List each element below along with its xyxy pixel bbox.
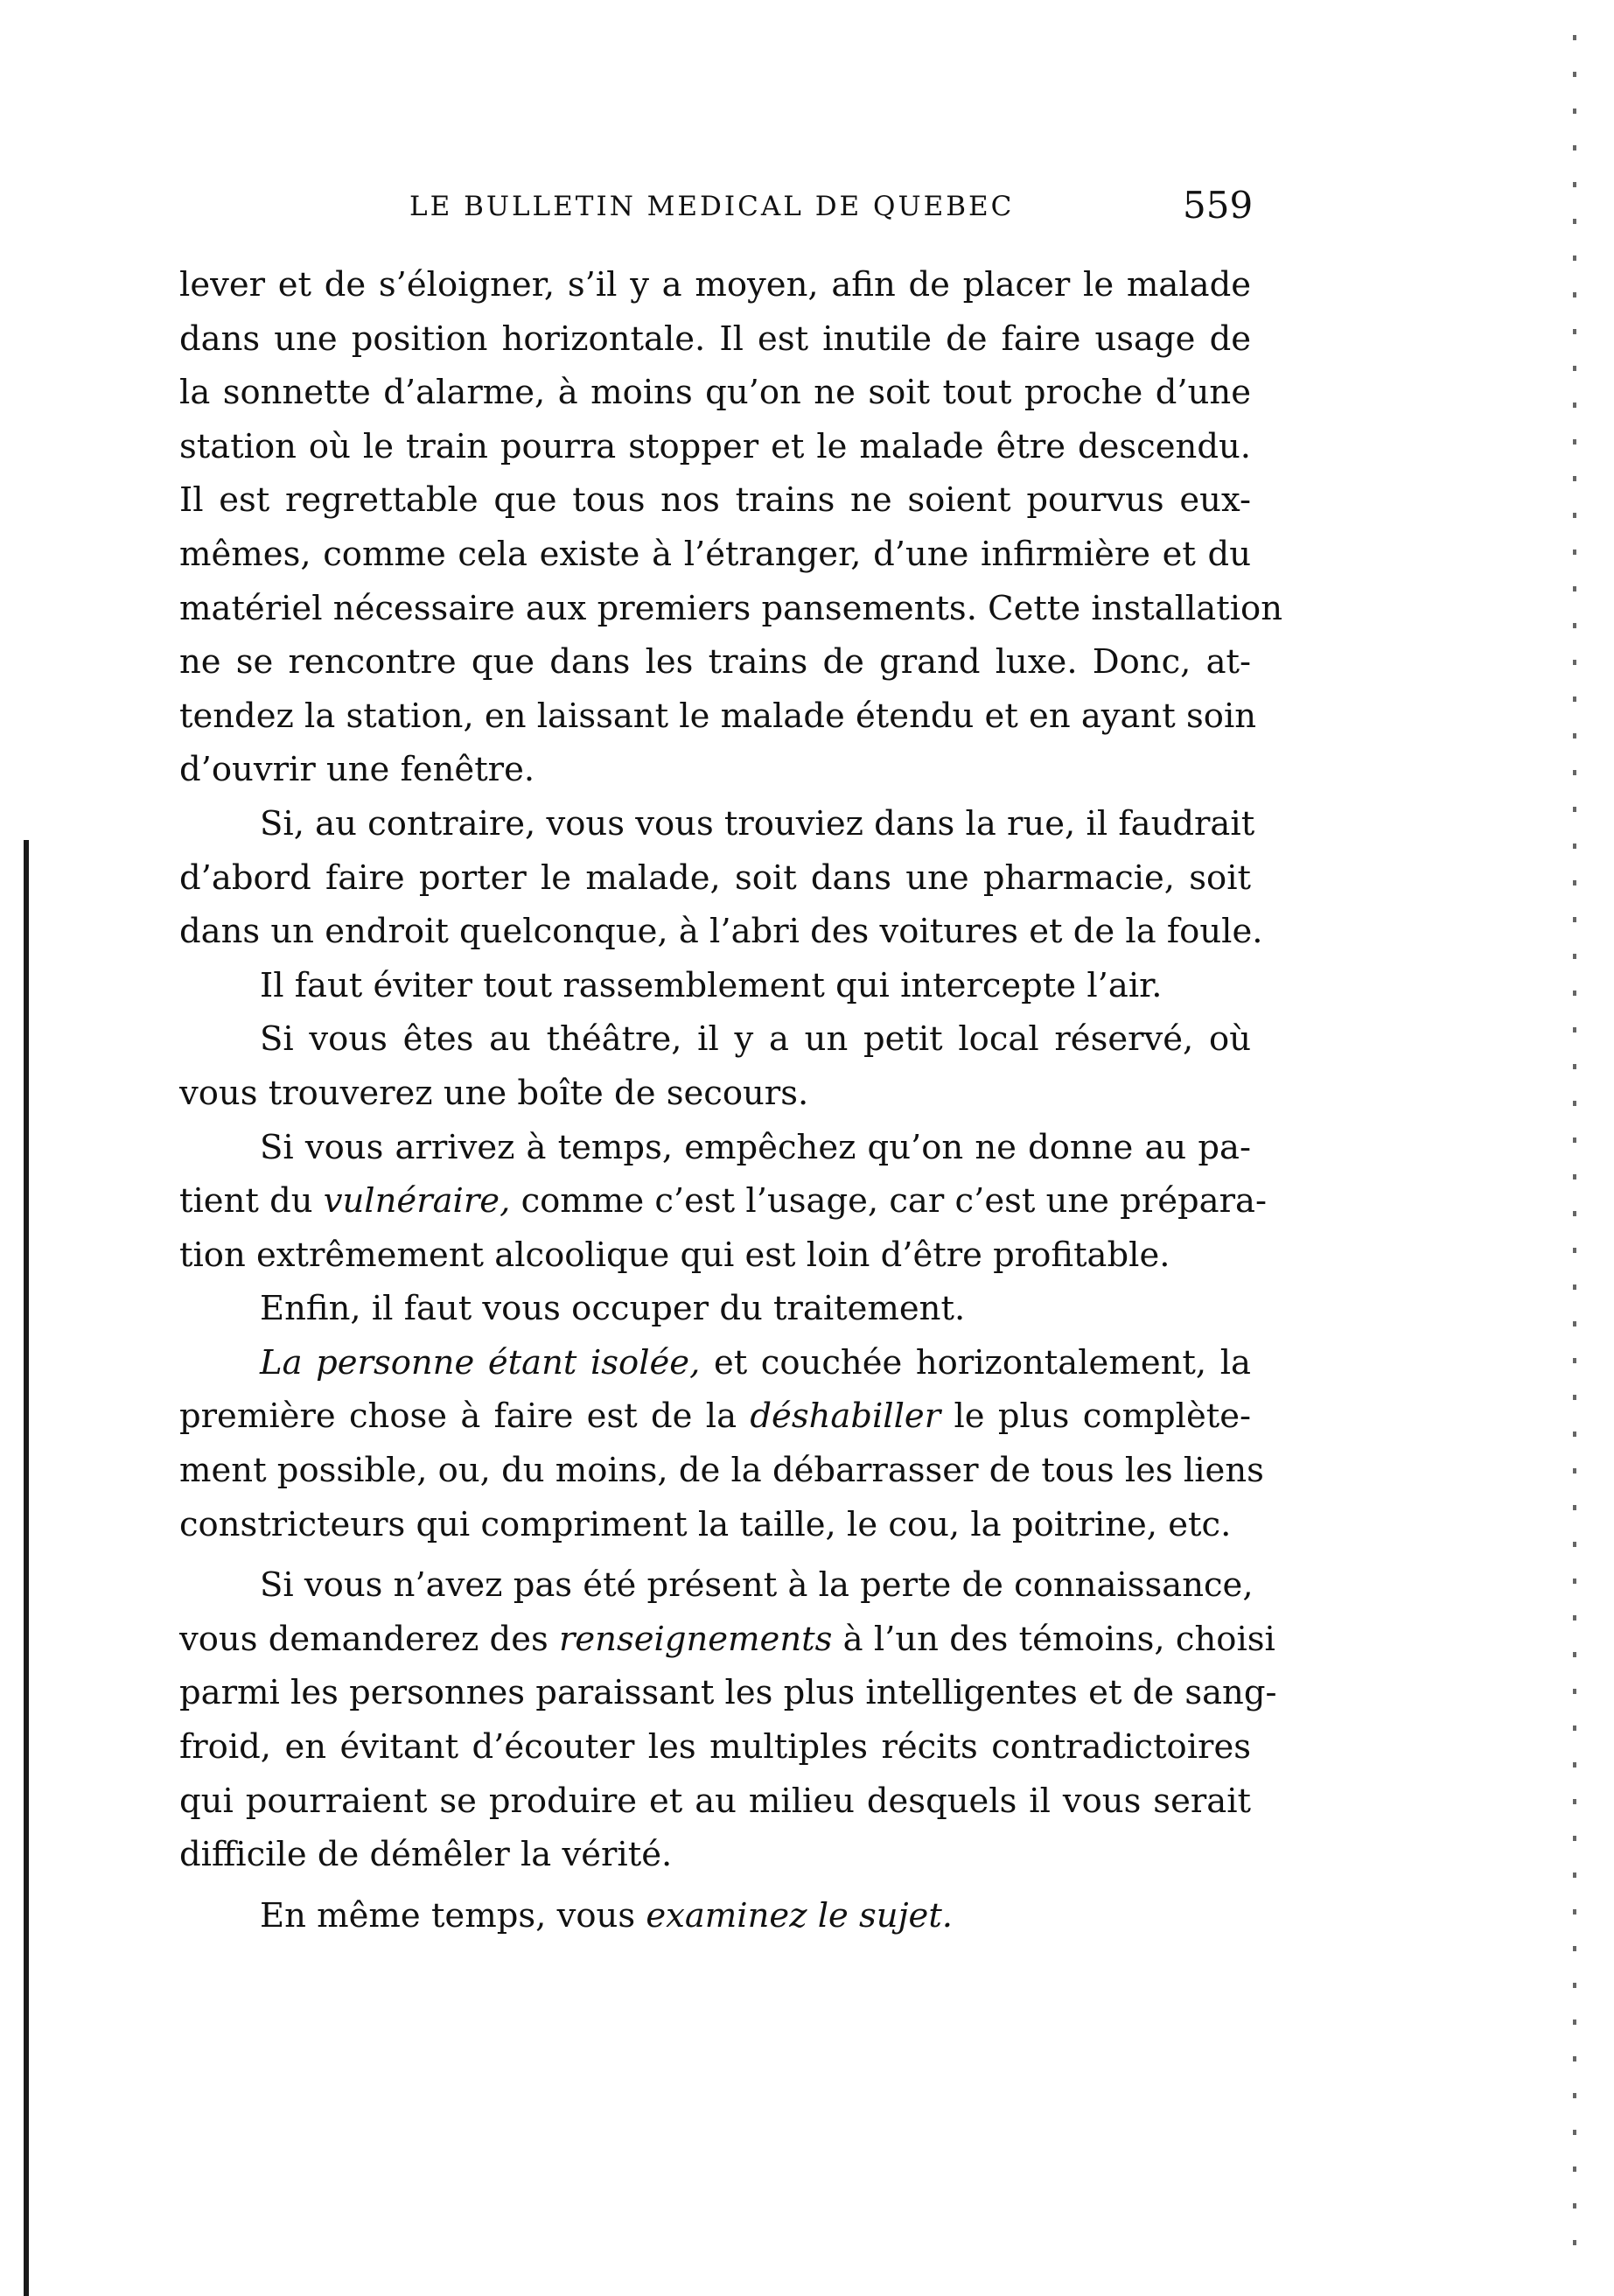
text-line xyxy=(179,1174,1267,1228)
text-run: vous demanderez des xyxy=(179,1619,548,1659)
text-run: En même temps, vous xyxy=(260,1895,636,1936)
text-line: ne se rencontre que dans les trains de grand luxe. Donc, at- xyxy=(179,642,1251,682)
text-line: ment possible, ou, du moins, de la débarrasser de tous les liens xyxy=(179,1451,1264,1491)
text-line xyxy=(179,1390,1251,1444)
text-line: difficile de démêler la vérité. xyxy=(179,1835,673,1875)
text-line: mêmes, comme cela existe à l’étranger, d’une infirmière et du xyxy=(179,534,1251,574)
text-line: Si vous êtes au théâtre, il y a un petit local réservé, où xyxy=(260,1019,1251,1060)
text-line: lever et de s’éloigner, s’il y a moyen, afin de placer le malade xyxy=(179,265,1251,304)
text-line xyxy=(179,1336,1251,1390)
scan-margin-speckles xyxy=(1573,35,1580,2258)
text-run: à l’un des témoins, choisi xyxy=(842,1619,1275,1659)
body-text xyxy=(179,258,1283,1942)
emphasis-deshabiller: déshabiller xyxy=(750,1396,941,1437)
text-line: Il est regrettable que tous nos trains ne soient pourvus eux- xyxy=(179,480,1251,521)
text-line: d’abord faire porter le malade, soit dans une pharmacie, soit xyxy=(179,858,1251,898)
text-line: dans un endroit quelconque, à l’abri des voitures et de la foule. xyxy=(179,912,1263,952)
emphasis-personne-isolee: La personne étant isolée, xyxy=(260,1342,701,1382)
text-line: froid, en évitant d’écouter les multiples récits contradictoires xyxy=(179,1727,1251,1768)
text-line: qui pourraient se produire et au milieu desquels il vous serait xyxy=(179,1781,1251,1821)
text-line: Si vous arrivez à temps, empêchez qu’on ne donne au pa- xyxy=(260,1127,1251,1167)
text-line xyxy=(179,1613,1275,1667)
text-run: tient du xyxy=(179,1181,313,1222)
text-run: et couchée horizontalement, la xyxy=(713,1342,1251,1382)
text-line: matériel nécessaire aux premiers pansements. Cette installation xyxy=(179,588,1283,628)
text-line: Si, au contraire, vous vous trouviez dans la rue, il faudrait xyxy=(260,803,1255,844)
running-title: LE BULLETIN MEDICAL DE QUEBEC xyxy=(409,191,1015,222)
text-line xyxy=(179,1889,1251,1943)
text-line: Enfin, il faut vous occuper du traitement. xyxy=(260,1289,966,1329)
emphasis-renseignements: renseignements xyxy=(558,1619,833,1659)
emphasis-vulneraire: vulnéraire, xyxy=(323,1181,511,1222)
text-run: le plus complète- xyxy=(954,1396,1251,1437)
text-line: Si vous n’avez pas été présent à la perte de connaissance, xyxy=(260,1565,1254,1606)
text-line: tendez la station, en laissant le malade étendu et en ayant soin xyxy=(179,696,1257,736)
binding-edge-shadow xyxy=(24,840,29,2296)
emphasis-examinez-le-sujet: examinez le sujet. xyxy=(646,1895,954,1936)
text-line: station où le train pourra stopper et le malade être descendu. xyxy=(179,426,1251,466)
text-line: Il faut éviter tout rassemblement qui intercepte l’air. xyxy=(260,965,1163,1005)
text-line: tion extrêmement alcoolique qui est loin d’être profitable. xyxy=(179,1235,1170,1275)
text-line: la sonnette d’alarme, à moins qu’on ne soit tout proche d’une xyxy=(179,373,1251,413)
text-run: première chose à faire est de la xyxy=(179,1396,737,1437)
text-line: constricteurs qui compriment la taille, le cou, la poitrine, etc. xyxy=(179,1504,1232,1544)
text-line: d’ouvrir une fenêtre. xyxy=(179,750,535,790)
page-number: 559 xyxy=(1183,184,1254,227)
text-line: dans une position horizontale. Il est inutile de faire usage de xyxy=(179,318,1251,359)
text-run: comme c’est l’usage, car c’est une prépara- xyxy=(521,1181,1267,1222)
text-line: vous trouverez une boîte de secours. xyxy=(179,1073,809,1113)
text-line: parmi les personnes paraissant les plus intelligentes et de sang- xyxy=(179,1673,1277,1713)
